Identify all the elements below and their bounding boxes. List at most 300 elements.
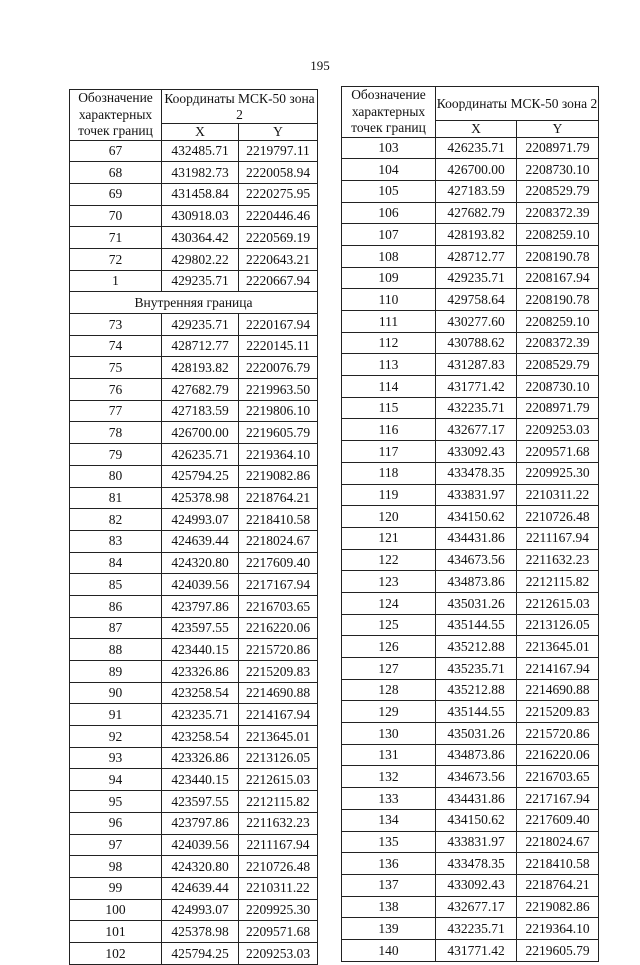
point-id-cell: 125 bbox=[342, 614, 436, 636]
y-coordinate-cell: 2208190.78 bbox=[517, 245, 599, 267]
x-coordinate-cell: 435144.55 bbox=[436, 614, 517, 636]
y-coordinate-cell: 2209571.68 bbox=[517, 441, 599, 463]
y-coordinate-cell: 2220667.94 bbox=[239, 270, 318, 292]
y-coordinate-cell: 2209925.30 bbox=[239, 899, 318, 921]
x-coordinate-cell: 434150.62 bbox=[436, 506, 517, 528]
point-id-cell: 114 bbox=[342, 376, 436, 398]
coordinates-table-right bbox=[341, 86, 599, 962]
point-id-cell: 128 bbox=[342, 679, 436, 701]
point-id-cell: 83 bbox=[70, 530, 162, 552]
x-coordinate-cell: 431458.84 bbox=[162, 183, 239, 205]
point-id-cell: 78 bbox=[70, 422, 162, 444]
y-coordinate-cell: 2212115.82 bbox=[517, 571, 599, 593]
y-coordinate-cell: 2220167.94 bbox=[239, 314, 318, 336]
x-coordinate-cell: 434873.86 bbox=[436, 744, 517, 766]
y-coordinate-cell: 2214167.94 bbox=[517, 658, 599, 680]
y-coordinate-cell: 2219963.50 bbox=[239, 379, 318, 401]
table-row bbox=[342, 853, 599, 875]
table-row bbox=[342, 636, 599, 658]
y-coordinate-cell: 2208190.78 bbox=[517, 289, 599, 311]
table-row bbox=[70, 422, 318, 444]
x-coordinate-cell: 428712.77 bbox=[162, 335, 239, 357]
table-row bbox=[70, 899, 318, 921]
point-id-cell: 120 bbox=[342, 506, 436, 528]
x-coordinate-cell: 427682.79 bbox=[436, 202, 517, 224]
table-row bbox=[342, 245, 599, 267]
point-id-cell: 108 bbox=[342, 245, 436, 267]
table-row bbox=[70, 465, 318, 487]
y-coordinate-cell: 2208372.39 bbox=[517, 202, 599, 224]
coordinates-header: Координаты МСК-50 зона 2 bbox=[162, 90, 318, 124]
x-coordinate-cell: 424639.44 bbox=[162, 530, 239, 552]
y-coordinate-cell: 2208971.79 bbox=[517, 397, 599, 419]
table-row bbox=[342, 397, 599, 419]
point-id-cell: 136 bbox=[342, 853, 436, 875]
point-id-cell: 85 bbox=[70, 574, 162, 596]
table-row bbox=[342, 831, 599, 853]
x-coordinate-cell: 428193.82 bbox=[162, 357, 239, 379]
point-id-cell: 94 bbox=[70, 769, 162, 791]
table-row bbox=[342, 658, 599, 680]
point-id-cell: 131 bbox=[342, 744, 436, 766]
table-row bbox=[70, 140, 318, 162]
table-row bbox=[342, 592, 599, 614]
x-coordinate-cell: 430364.42 bbox=[162, 227, 239, 249]
y-coordinate-cell: 2210311.22 bbox=[517, 484, 599, 506]
table-row bbox=[70, 335, 318, 357]
x-coordinate-cell: 433092.43 bbox=[436, 874, 517, 896]
y-coordinate-cell: 2220076.79 bbox=[239, 357, 318, 379]
point-id-cell: 115 bbox=[342, 397, 436, 419]
x-coordinate-cell: 423797.86 bbox=[162, 812, 239, 834]
x-coordinate-cell: 426235.71 bbox=[162, 444, 239, 466]
point-id-cell: 92 bbox=[70, 726, 162, 748]
point-id-cell: 81 bbox=[70, 487, 162, 509]
point-designation-header: Обозначение характерных точек границ bbox=[70, 90, 162, 141]
x-coordinate-cell: 432485.71 bbox=[162, 140, 239, 162]
table-row bbox=[342, 788, 599, 810]
point-id-cell: 84 bbox=[70, 552, 162, 574]
point-id-cell: 109 bbox=[342, 267, 436, 289]
y-coordinate-cell: 2218764.21 bbox=[517, 874, 599, 896]
point-id-cell: 137 bbox=[342, 874, 436, 896]
y-coordinate-cell: 2210726.48 bbox=[517, 506, 599, 528]
table-row bbox=[342, 918, 599, 940]
x-coordinate-cell: 434673.56 bbox=[436, 549, 517, 571]
x-coordinate-cell: 433478.35 bbox=[436, 462, 517, 484]
table-row bbox=[70, 444, 318, 466]
y-coordinate-cell: 2218410.58 bbox=[517, 853, 599, 875]
x-coordinate-cell: 424639.44 bbox=[162, 877, 239, 899]
point-id-cell: 105 bbox=[342, 180, 436, 202]
table-row bbox=[342, 419, 599, 441]
x-coordinate-cell: 435144.55 bbox=[436, 701, 517, 723]
x-coordinate-cell: 424993.07 bbox=[162, 899, 239, 921]
point-id-cell: 104 bbox=[342, 159, 436, 181]
table-row bbox=[342, 723, 599, 745]
y-coordinate-cell: 2219364.10 bbox=[517, 918, 599, 940]
x-coordinate-cell: 434873.86 bbox=[436, 571, 517, 593]
x-coordinate-cell: 434673.56 bbox=[436, 766, 517, 788]
table-row bbox=[70, 270, 318, 292]
table-row bbox=[342, 289, 599, 311]
y-coordinate-cell: 2208529.79 bbox=[517, 180, 599, 202]
y-coordinate-cell: 2214690.88 bbox=[239, 682, 318, 704]
point-id-cell: 140 bbox=[342, 939, 436, 961]
table-row bbox=[70, 574, 318, 596]
table-row bbox=[70, 791, 318, 813]
y-coordinate-cell: 2216220.06 bbox=[239, 617, 318, 639]
table-row bbox=[342, 137, 599, 159]
table-row bbox=[70, 400, 318, 422]
y-coordinate-cell: 2220145.11 bbox=[239, 335, 318, 357]
y-coordinate-cell: 2210311.22 bbox=[239, 877, 318, 899]
x-coordinate-cell: 423597.55 bbox=[162, 791, 239, 813]
y-coordinate-cell: 2220058.94 bbox=[239, 162, 318, 184]
table-row bbox=[70, 726, 318, 748]
x-coordinate-cell: 432677.17 bbox=[436, 419, 517, 441]
x-coordinate-cell: 431771.42 bbox=[436, 376, 517, 398]
point-id-cell: 112 bbox=[342, 332, 436, 354]
point-id-cell: 130 bbox=[342, 723, 436, 745]
table-row bbox=[70, 205, 318, 227]
table-row bbox=[70, 379, 318, 401]
point-id-cell: 127 bbox=[342, 658, 436, 680]
x-coordinate-cell: 425794.25 bbox=[162, 465, 239, 487]
y-coordinate-cell: 2208259.10 bbox=[517, 311, 599, 333]
x-coordinate-cell: 423440.15 bbox=[162, 639, 239, 661]
x-coordinate-cell: 423235.71 bbox=[162, 704, 239, 726]
y-coordinate-cell: 2213126.05 bbox=[239, 747, 318, 769]
x-coordinate-cell: 430277.60 bbox=[436, 311, 517, 333]
table-row bbox=[342, 462, 599, 484]
y-coordinate-cell: 2219082.86 bbox=[517, 896, 599, 918]
point-id-cell: 68 bbox=[70, 162, 162, 184]
x-coordinate-cell: 424993.07 bbox=[162, 509, 239, 531]
table-row bbox=[70, 227, 318, 249]
x-coordinate-cell: 431287.83 bbox=[436, 354, 517, 376]
x-coordinate-cell: 424039.56 bbox=[162, 834, 239, 856]
y-coordinate-cell: 2216220.06 bbox=[517, 744, 599, 766]
y-coordinate-cell: 2213645.01 bbox=[517, 636, 599, 658]
point-id-cell: 70 bbox=[70, 205, 162, 227]
table-row bbox=[70, 552, 318, 574]
y-coordinate-cell: 2212615.03 bbox=[517, 592, 599, 614]
x-coordinate-cell: 432677.17 bbox=[436, 896, 517, 918]
table-row bbox=[342, 354, 599, 376]
x-coordinate-cell: 434431.86 bbox=[436, 527, 517, 549]
y-coordinate-cell: 2211167.94 bbox=[517, 527, 599, 549]
y-coordinate-cell: 2213126.05 bbox=[517, 614, 599, 636]
y-column-header: Y bbox=[239, 124, 318, 141]
table-row bbox=[70, 617, 318, 639]
table-row bbox=[70, 530, 318, 552]
table-row bbox=[70, 834, 318, 856]
table-row bbox=[70, 248, 318, 270]
point-id-cell: 80 bbox=[70, 465, 162, 487]
point-id-cell: 89 bbox=[70, 661, 162, 683]
table-row bbox=[70, 769, 318, 791]
point-id-cell: 88 bbox=[70, 639, 162, 661]
y-coordinate-cell: 2217167.94 bbox=[517, 788, 599, 810]
table-row bbox=[70, 183, 318, 205]
point-id-cell: 138 bbox=[342, 896, 436, 918]
y-coordinate-cell: 2218024.67 bbox=[239, 530, 318, 552]
y-coordinate-cell: 2211632.23 bbox=[517, 549, 599, 571]
table-row bbox=[342, 180, 599, 202]
y-coordinate-cell: 2209253.03 bbox=[517, 419, 599, 441]
y-coordinate-cell: 2220275.95 bbox=[239, 183, 318, 205]
table-row bbox=[342, 311, 599, 333]
table-row bbox=[342, 506, 599, 528]
point-id-cell: 126 bbox=[342, 636, 436, 658]
y-coordinate-cell: 2219364.10 bbox=[239, 444, 318, 466]
table-row bbox=[70, 595, 318, 617]
x-coordinate-cell: 435031.26 bbox=[436, 723, 517, 745]
point-id-cell: 133 bbox=[342, 788, 436, 810]
point-id-cell: 139 bbox=[342, 918, 436, 940]
x-coordinate-cell: 431771.42 bbox=[436, 939, 517, 961]
point-id-cell: 71 bbox=[70, 227, 162, 249]
table-row bbox=[70, 509, 318, 531]
point-id-cell: 67 bbox=[70, 140, 162, 162]
x-coordinate-cell: 434150.62 bbox=[436, 809, 517, 831]
point-id-cell: 69 bbox=[70, 183, 162, 205]
y-coordinate-cell: 2208730.10 bbox=[517, 159, 599, 181]
y-coordinate-cell: 2214167.94 bbox=[239, 704, 318, 726]
x-coordinate-cell: 423597.55 bbox=[162, 617, 239, 639]
point-id-cell: 129 bbox=[342, 701, 436, 723]
y-coordinate-cell: 2213645.01 bbox=[239, 726, 318, 748]
table-row bbox=[70, 704, 318, 726]
y-coordinate-cell: 2217167.94 bbox=[239, 574, 318, 596]
x-coordinate-cell: 433478.35 bbox=[436, 853, 517, 875]
point-id-cell: 98 bbox=[70, 856, 162, 878]
x-coordinate-cell: 432235.71 bbox=[436, 397, 517, 419]
y-coordinate-cell: 2209925.30 bbox=[517, 462, 599, 484]
y-coordinate-cell: 2208372.39 bbox=[517, 332, 599, 354]
y-coordinate-cell: 2216703.65 bbox=[517, 766, 599, 788]
point-id-cell: 102 bbox=[70, 942, 162, 964]
point-id-cell: 1 bbox=[70, 270, 162, 292]
point-id-cell: 122 bbox=[342, 549, 436, 571]
y-coordinate-cell: 2218024.67 bbox=[517, 831, 599, 853]
point-id-cell: 121 bbox=[342, 527, 436, 549]
x-coordinate-cell: 425378.98 bbox=[162, 921, 239, 943]
x-coordinate-cell: 429235.71 bbox=[436, 267, 517, 289]
point-id-cell: 77 bbox=[70, 400, 162, 422]
x-coordinate-cell: 433831.97 bbox=[436, 484, 517, 506]
point-id-cell: 96 bbox=[70, 812, 162, 834]
y-coordinate-cell: 2215209.83 bbox=[239, 661, 318, 683]
y-coordinate-cell: 2208259.10 bbox=[517, 224, 599, 246]
y-column-header: Y bbox=[517, 121, 599, 138]
point-id-cell: 73 bbox=[70, 314, 162, 336]
point-id-cell: 76 bbox=[70, 379, 162, 401]
x-coordinate-cell: 434431.86 bbox=[436, 788, 517, 810]
y-coordinate-cell: 2214690.88 bbox=[517, 679, 599, 701]
point-id-cell: 93 bbox=[70, 747, 162, 769]
y-coordinate-cell: 2219082.86 bbox=[239, 465, 318, 487]
table-row bbox=[342, 939, 599, 961]
point-id-cell: 135 bbox=[342, 831, 436, 853]
y-coordinate-cell: 2219605.79 bbox=[517, 939, 599, 961]
table-row bbox=[342, 614, 599, 636]
point-id-cell: 123 bbox=[342, 571, 436, 593]
x-coordinate-cell: 423797.86 bbox=[162, 595, 239, 617]
table-row bbox=[70, 682, 318, 704]
point-id-cell: 111 bbox=[342, 311, 436, 333]
x-coordinate-cell: 423326.86 bbox=[162, 661, 239, 683]
point-id-cell: 97 bbox=[70, 834, 162, 856]
x-coordinate-cell: 429802.22 bbox=[162, 248, 239, 270]
page-number: 195 bbox=[310, 58, 330, 73]
table-row bbox=[70, 921, 318, 943]
x-coordinate-cell: 430788.62 bbox=[436, 332, 517, 354]
left-table-body bbox=[70, 140, 318, 964]
section-row bbox=[70, 292, 318, 314]
y-coordinate-cell: 2215720.86 bbox=[239, 639, 318, 661]
y-coordinate-cell: 2219797.11 bbox=[239, 140, 318, 162]
point-id-cell: 75 bbox=[70, 357, 162, 379]
table-row bbox=[342, 527, 599, 549]
x-coordinate-cell: 435235.71 bbox=[436, 658, 517, 680]
y-coordinate-cell: 2217609.40 bbox=[517, 809, 599, 831]
table-row bbox=[342, 874, 599, 896]
point-id-cell: 74 bbox=[70, 335, 162, 357]
table-row bbox=[70, 856, 318, 878]
x-coordinate-cell: 423326.86 bbox=[162, 747, 239, 769]
y-coordinate-cell: 2212115.82 bbox=[239, 791, 318, 813]
point-id-cell: 116 bbox=[342, 419, 436, 441]
y-coordinate-cell: 2209571.68 bbox=[239, 921, 318, 943]
x-coordinate-cell: 427183.59 bbox=[436, 180, 517, 202]
y-coordinate-cell: 2208730.10 bbox=[517, 376, 599, 398]
x-coordinate-cell: 424320.80 bbox=[162, 856, 239, 878]
table-row bbox=[342, 376, 599, 398]
table-row bbox=[342, 267, 599, 289]
y-coordinate-cell: 2218764.21 bbox=[239, 487, 318, 509]
y-coordinate-cell: 2217609.40 bbox=[239, 552, 318, 574]
y-coordinate-cell: 2219605.79 bbox=[239, 422, 318, 444]
x-coordinate-cell: 430918.03 bbox=[162, 205, 239, 227]
table-row bbox=[70, 162, 318, 184]
x-coordinate-cell: 428712.77 bbox=[436, 245, 517, 267]
x-coordinate-cell: 423258.54 bbox=[162, 726, 239, 748]
table-row bbox=[342, 159, 599, 181]
point-id-cell: 95 bbox=[70, 791, 162, 813]
table-row bbox=[70, 942, 318, 964]
x-coordinate-cell: 427682.79 bbox=[162, 379, 239, 401]
section-title: Внутренняя граница bbox=[70, 292, 318, 314]
x-coordinate-cell: 426700.00 bbox=[162, 422, 239, 444]
table-row bbox=[342, 744, 599, 766]
x-coordinate-cell: 429235.71 bbox=[162, 270, 239, 292]
point-id-cell: 86 bbox=[70, 595, 162, 617]
x-coordinate-cell: 435212.88 bbox=[436, 679, 517, 701]
point-id-cell: 117 bbox=[342, 441, 436, 463]
point-id-cell: 106 bbox=[342, 202, 436, 224]
y-coordinate-cell: 2212615.03 bbox=[239, 769, 318, 791]
x-coordinate-cell: 433092.43 bbox=[436, 441, 517, 463]
point-id-cell: 103 bbox=[342, 137, 436, 159]
table-row bbox=[342, 484, 599, 506]
table-row bbox=[342, 679, 599, 701]
point-id-cell: 82 bbox=[70, 509, 162, 531]
right-table-body bbox=[342, 137, 599, 961]
table-row bbox=[70, 877, 318, 899]
y-coordinate-cell: 2220446.46 bbox=[239, 205, 318, 227]
x-coordinate-cell: 435212.88 bbox=[436, 636, 517, 658]
y-coordinate-cell: 2210726.48 bbox=[239, 856, 318, 878]
point-id-cell: 118 bbox=[342, 462, 436, 484]
y-coordinate-cell: 2218410.58 bbox=[239, 509, 318, 531]
y-coordinate-cell: 2216703.65 bbox=[239, 595, 318, 617]
table-row bbox=[342, 549, 599, 571]
table-row bbox=[342, 441, 599, 463]
point-id-cell: 101 bbox=[70, 921, 162, 943]
y-coordinate-cell: 2208971.79 bbox=[517, 137, 599, 159]
table-row bbox=[342, 224, 599, 246]
y-coordinate-cell: 2219806.10 bbox=[239, 400, 318, 422]
y-coordinate-cell: 2215209.83 bbox=[517, 701, 599, 723]
x-coordinate-cell: 425794.25 bbox=[162, 942, 239, 964]
coordinates-table-left bbox=[69, 89, 318, 965]
point-id-cell: 87 bbox=[70, 617, 162, 639]
table-row bbox=[342, 202, 599, 224]
point-id-cell: 110 bbox=[342, 289, 436, 311]
table-row bbox=[342, 896, 599, 918]
point-id-cell: 132 bbox=[342, 766, 436, 788]
table-row bbox=[342, 571, 599, 593]
table-row bbox=[342, 809, 599, 831]
point-designation-header: Обозначение характерных точек границ bbox=[342, 87, 436, 138]
point-id-cell: 124 bbox=[342, 592, 436, 614]
y-coordinate-cell: 2215720.86 bbox=[517, 723, 599, 745]
x-column-header: X bbox=[436, 121, 517, 138]
x-coordinate-cell: 423258.54 bbox=[162, 682, 239, 704]
table-row bbox=[342, 701, 599, 723]
table-row bbox=[70, 487, 318, 509]
point-id-cell: 91 bbox=[70, 704, 162, 726]
x-coordinate-cell: 423440.15 bbox=[162, 769, 239, 791]
point-id-cell: 90 bbox=[70, 682, 162, 704]
point-id-cell: 107 bbox=[342, 224, 436, 246]
point-id-cell: 119 bbox=[342, 484, 436, 506]
y-coordinate-cell: 2211167.94 bbox=[239, 834, 318, 856]
table-row bbox=[342, 766, 599, 788]
table-row bbox=[70, 661, 318, 683]
y-coordinate-cell: 2209253.03 bbox=[239, 942, 318, 964]
table-row bbox=[342, 332, 599, 354]
x-column-header: X bbox=[162, 124, 239, 141]
x-coordinate-cell: 428193.82 bbox=[436, 224, 517, 246]
x-coordinate-cell: 425378.98 bbox=[162, 487, 239, 509]
table-row bbox=[70, 357, 318, 379]
point-id-cell: 113 bbox=[342, 354, 436, 376]
x-coordinate-cell: 435031.26 bbox=[436, 592, 517, 614]
point-id-cell: 134 bbox=[342, 809, 436, 831]
table-row bbox=[70, 747, 318, 769]
point-id-cell: 79 bbox=[70, 444, 162, 466]
table-row bbox=[70, 314, 318, 336]
x-coordinate-cell: 429758.64 bbox=[436, 289, 517, 311]
y-coordinate-cell: 2220569.19 bbox=[239, 227, 318, 249]
table-row bbox=[70, 812, 318, 834]
point-id-cell: 100 bbox=[70, 899, 162, 921]
x-coordinate-cell: 427183.59 bbox=[162, 400, 239, 422]
x-coordinate-cell: 433831.97 bbox=[436, 831, 517, 853]
